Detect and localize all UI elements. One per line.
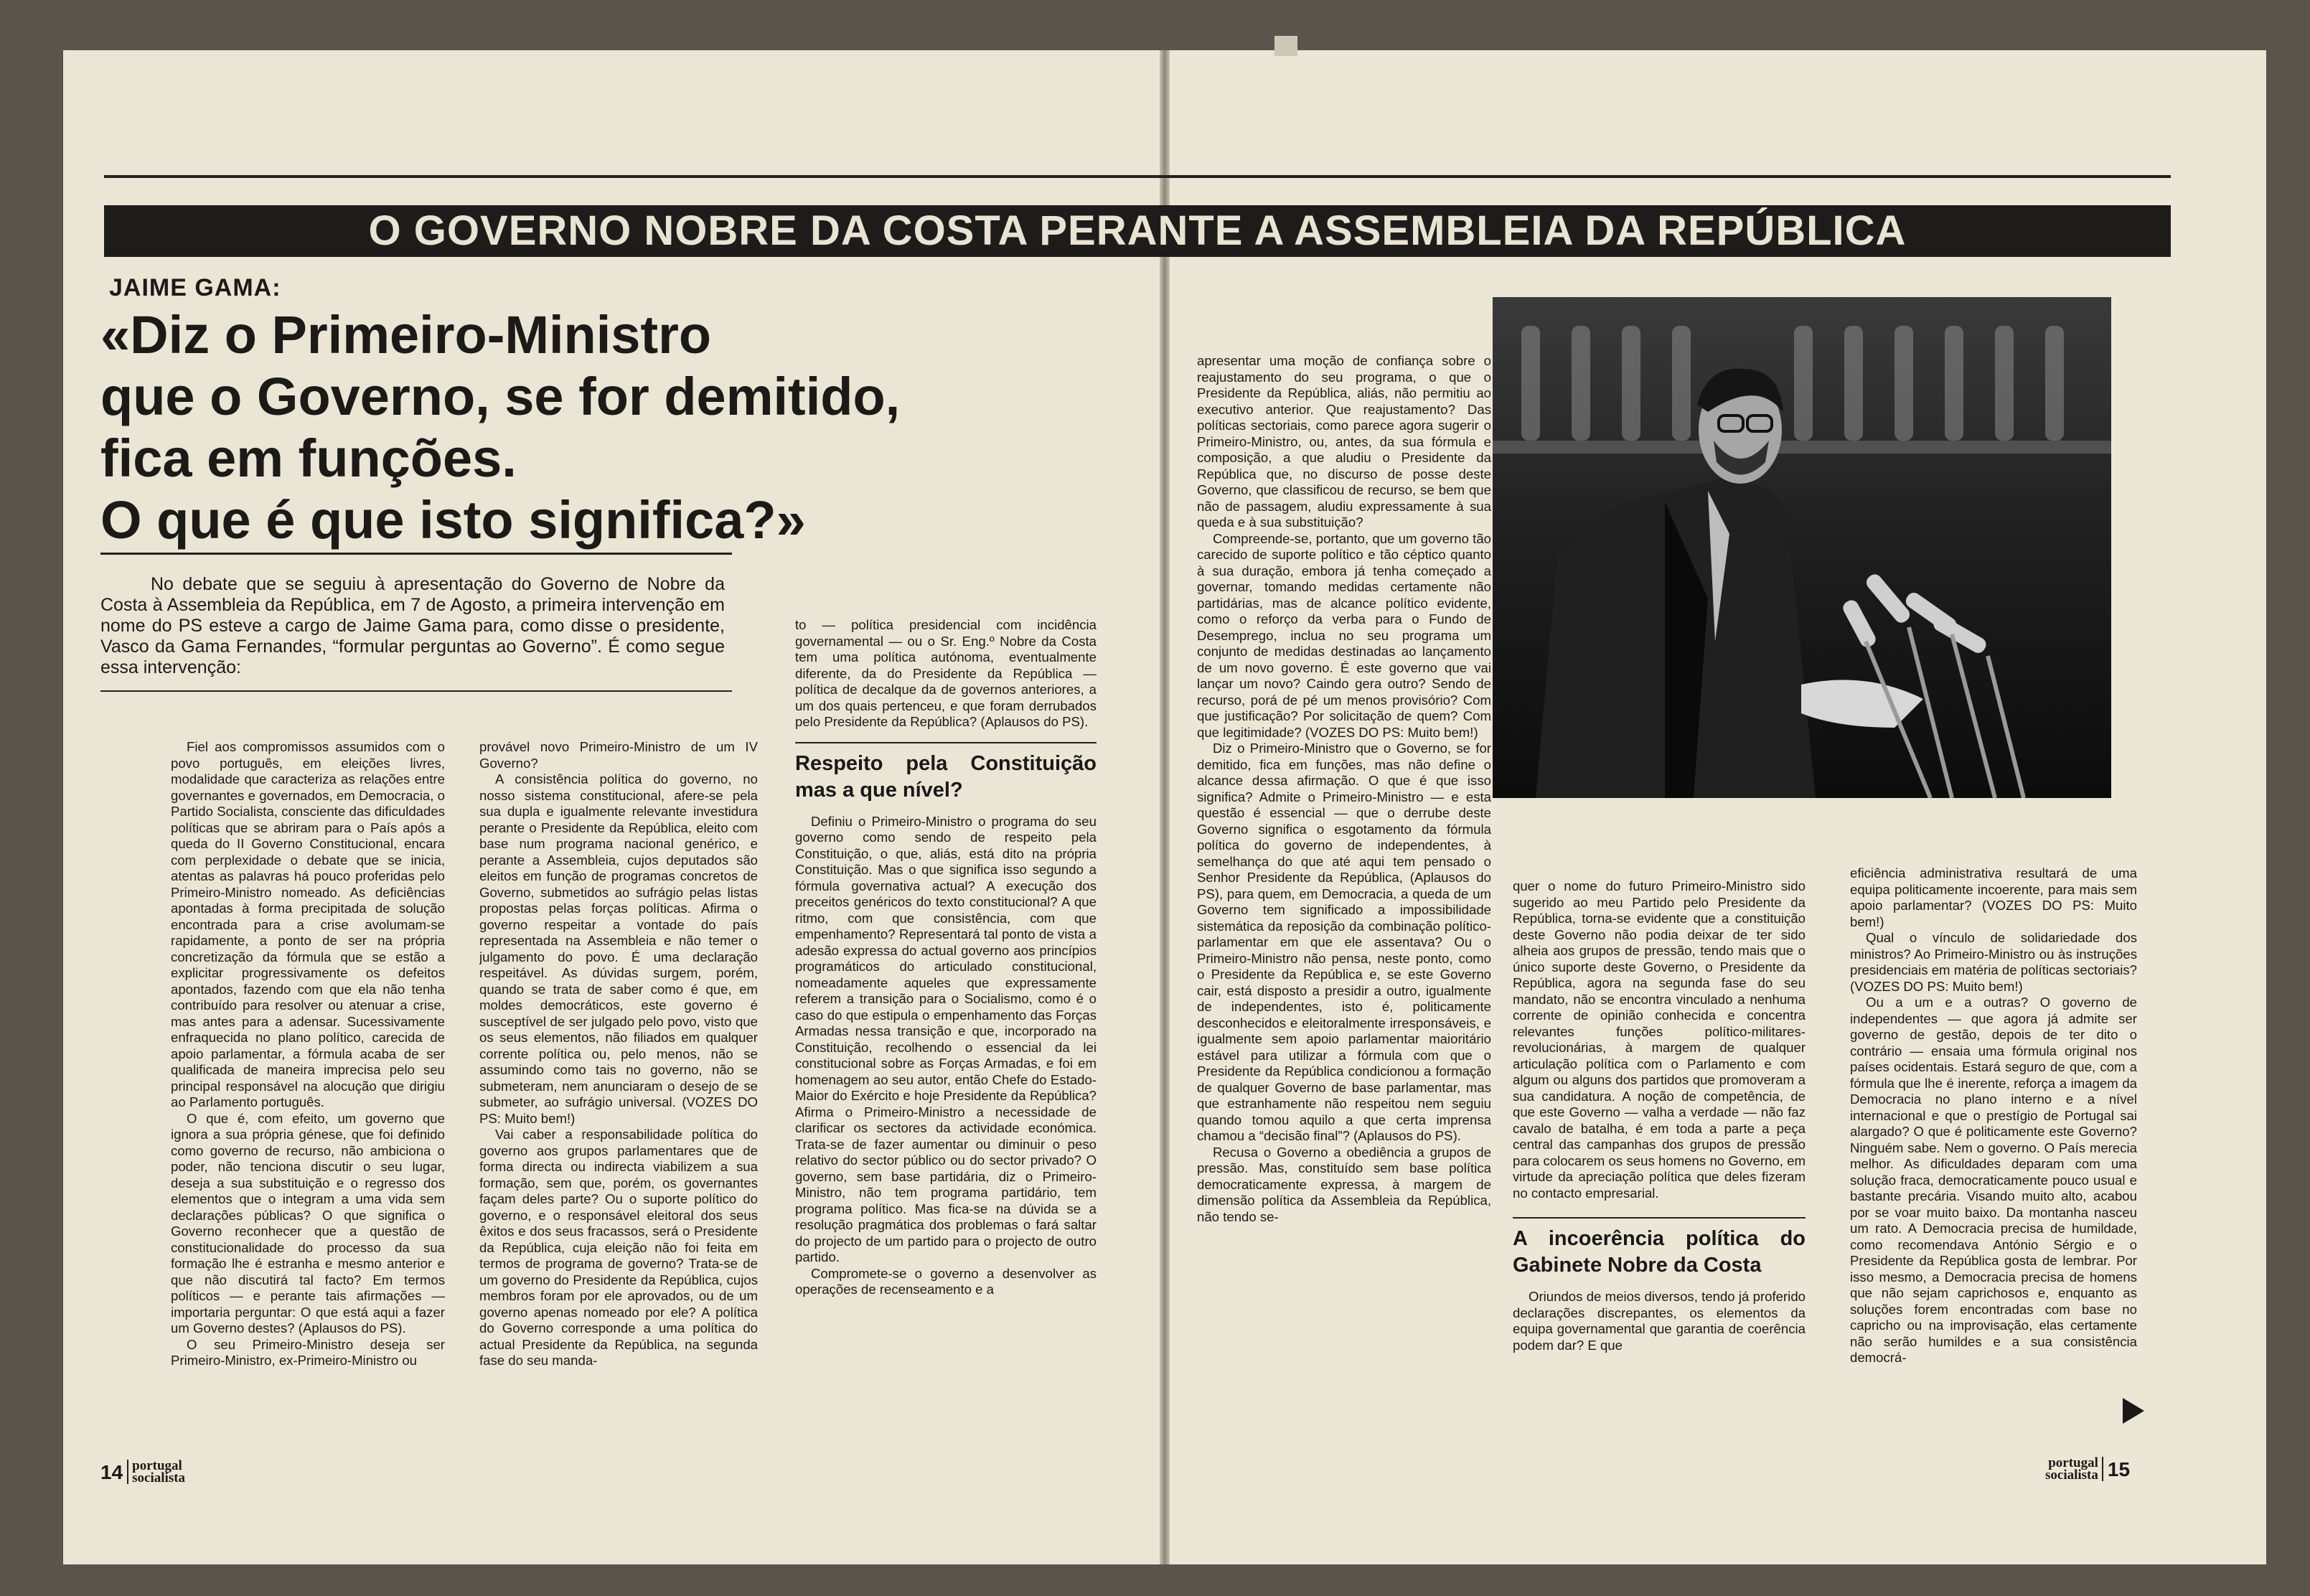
portugal-socialista-logo	[127, 1460, 185, 1484]
divider-rule	[100, 690, 732, 692]
paragraph: A consistência política do governo, no nosso sistema constitucional, afere-se pela sua dupla e igualmente relevante investidura perante o Presidente da República, eleito com base num programa nacional genérico, e perante a Assembleia, cujos deputados são eleitos em função de programas concretos de Governo, submetidos ao sufrágio pelas listas propostas pelas forças políticas. Afirma o governo respeitar a vontade do país representada na Assembleia e não temer o julgamento do povo. É uma declaração respeitável. As dúvidas surgem, porém, quando se trata de saber como é que, em moldes democráticos, este governo é susceptível de ser julgado pelo povo, visto que os seus elementos, não filiados em qualquer corrente política ou, pelo menos, não se assumindo como tais no governo, não se submeteram, nem anunciaram o desejo de se submeter, ao sufrágio universal. (VOZES DO PS: Muito bem!)	[479, 771, 758, 1126]
subhead-rule	[795, 742, 1097, 743]
page-number-right	[2045, 1457, 2130, 1481]
paragraph: Qual o vínculo de solidariedade dos ministros? Ao Primeiro-Ministro ou às instruções presidenciais em matéria de políticas sectoriais? (VOZES DO PS: Muito bem!)	[1850, 930, 2137, 994]
logo-word: portugal	[132, 1458, 182, 1473]
speaker-photo-image	[1493, 297, 2111, 798]
headline-line: que o Governo, se for demitido,	[100, 367, 901, 426]
paragraph: Ou a um e a outras? O governo de independentes — que agora já admite ser governo de gestão, depois de ter dito o contrário — ensaia uma fórmula original nos países ocidentais. Estará seguro de que, com a fórmula que lhe é inerente, reforça a imagem da Democracia no plano interno e a nível internacional e que o prestígio de Portugal sai alargado? O que é politicamente este Governo? Ninguém sabe. Nem o governo. O País merecia melhor. As dificuldades deparam com uma solução fraca, democraticamente pouco usual e bastante precária. Visando muito alto, acabou por se voar muito baixo. Da montanha nasceu um rato. A Democracia precisa de humildade, como recomendava António Sérgio e o Presidente da República gosta de lembrar. Por isso mesmo, a Democracia precisa de homens que não sejam caprichosos e, enquanto as soluções forem encontradas com base no capricho ou na improvisação, elas certamente não serão humildes e a sua consistência democrá-	[1850, 995, 2137, 1365]
subhead-respeito: Respeito pela Constituição mas a que nível?	[795, 751, 1097, 802]
subhead-rule	[1513, 1217, 1806, 1219]
paragraph: Oriundos de meios diversos, tendo já proferido declarações discrepantes, os elementos da equipa governamental que garantia de coerência podem dar? E que	[1513, 1289, 1806, 1353]
logo-word: socialista	[2045, 1468, 2098, 1483]
article-column-4	[1197, 353, 1491, 1516]
paragraph: apresentar uma moção de confiança sobre o reajustamento do seu programa, o que o Presidente da República, aliás, não permitiu ao executivo anterior. Que reajustamento? Das políticas sectoriais, como parece agora sugerir o Primeiro-Ministro, ou, antes, da sua fórmula e composição, a que aludiu o Presidente da República que, no discurso de posse deste Governo, que classificou de recurso, se bem que não de passagem, aludiu expressamente à sua queda e à sua substituição?	[1197, 353, 1491, 530]
tape-mark	[1274, 36, 1297, 56]
paragraph: quer o nome do futuro Primeiro-Ministro sido sugerido ao meu Partido pelo Presidente da República, torna-se evidente que a constituição deste Governo não podia deixar de ter sido alheia aos grupos de pressão, tendo mais que o único suporte deste Governo, o Presidente da República, agora na segunda fase do seu mandato, não se encontra vinculado a nenhuma corrente de opinião conhecida e concentra relevantes funções político-militares-revolucionárias, à margem de qualquer articulação política com o Parlamento e com algum ou alguns dos partidos que promoveram a sua candidatura. A noção de competência, de que este Governo — valha a verdade — não faz cavalo de batalha, é em toda a parte a peça central das campanhas dos grupos de pressão para colocarem os seus homens no Governo, em virtude da apreciação política que deles fizeram no contacto empresarial.	[1513, 878, 1806, 1201]
paragraph: Vai caber a responsabilidade política do governo aos grupos parlamentares que de forma directa ou indirecta viabilizem a sua formação, sem que, porém, os governantes façam deles parte? Ou o suporte político do governo, e o responsável eleitoral dos seus êxitos e dos seus fracassos, será o Presidente da República, cuja eleição não foi feita em termos de programa de governo? Trata-se de um governo do Presidente da República, cujos membros foram por ele aprovados, ou de um governo apenas nomeado por ele? A política do Governo corresponde a uma política do actual Presidente da República, na segunda fase do seu manda-	[479, 1127, 758, 1368]
headline	[100, 304, 1105, 551]
paragraph: Fiel aos compromissos assumidos com o povo português, em eleições livres, modalidade que caracteriza as relações entre governantes e governados, em Democracia, o Partido Socialista, consciente das dificuldades políticas que se abriram para o País após a queda do II Governo Constitucional, encara com perplexidade o debate que se inicia, atentas as palavras há pouco proferidas pelo Primeiro-Ministro nomeado. As deficiências apontadas à forma precipitada de solução encontrada para a crise avolumam-se rapidamente, a ponto de ser na própria concretização da fórmula que se estão a explicitar progressivamente os defeitos apontados, fazendo com que ela não tenha contribuído para resolver ou atenuar a crise, mas antes para a adensar. Sucessivamente enfraquecida no plano político, carecida de apoio parlamentar, a fórmula acaba de ser qualificada de maneira imprecisa pelo seu principal responsável na alocução que dirigiu ao Parlamento português.	[171, 739, 445, 1109]
page-number-left	[100, 1460, 185, 1484]
portugal-socialista-logo	[2045, 1457, 2103, 1481]
paragraph: Diz o Primeiro-Ministro que o Governo, se for demitido, fica em funções, mas não define o alcance dessa afirmação. O que é que isso significa? Admite o Primeiro-Ministro — e esta questão é essencial — que o derrube deste Governo significa o esgotamento da fórmula política do governo de independentes, à semelhança do que até aqui tem pensado o Senhor Presidente da República, (Aplausos do PS), para quem, em Democracia, a queda de um Governo tem significado a impossibilidade sistemática da reposição da combinação político-parlamentar em que ele assentava? Ou o Primeiro-Ministro não pensa, neste ponto, como o Presidente da República e, se este Governo cair, está disposto a presidir a outro, igualmente de independentes, isto é, politicamente desconhecidos e eleitoralmente irresponsáveis, e igualmente sem apoio parlamentar maioritário estável para utilizar a fórmula com que o Presidente da República condicionou a formação de qualquer Governo de base parlamentar, mas que estranhamente não respeitou nem seguiu quando tomou aquilo a que certa imprensa chamou a “decisão final”? (Aplausos do PS).	[1197, 741, 1491, 1143]
headline-line: «Diz o Primeiro-Ministro	[100, 305, 712, 365]
paragraph: Recusa o Governo a obediência a grupos de pressão. Mas, constituído sem base política democraticamente expressa, à margem de dimensão política da Assembleia da República, não tendo se-	[1197, 1144, 1491, 1224]
paragraph: provável novo Primeiro-Ministro de um IV Governo?	[479, 739, 758, 771]
article-column-1	[171, 739, 445, 1457]
subhead-incoerencia: A incoerência política do Gabinete Nobre da Costa	[1513, 1227, 1806, 1277]
gutter-fold	[1160, 50, 1170, 1564]
divider-rule	[100, 553, 732, 555]
paragraph: to — política presidencial com incidência governamental — ou o Sr. Eng.º Nobre da Costa tem uma política autónoma, eventualmente diferente, da do Presidente da República — política de decalque da de governos anteriores, a um dos quais pertenceu, e que foram derrubados pelo Presidente da República? (Aplausos do PS).	[795, 617, 1097, 729]
banner-title: O GOVERNO NOBRE DA COSTA PERANTE A ASSEMBLEIA DA REPÚBLICA	[104, 205, 2171, 257]
headline-line: O que é que isto significa?»	[100, 490, 806, 550]
paragraph: Compromete-se o governo a desenvolver as operações de recenseamento e a	[795, 1265, 1097, 1297]
logo-word: portugal	[2048, 1455, 2098, 1470]
byline: JAIME GAMA:	[109, 274, 281, 301]
paragraph: Compreende-se, portanto, que um governo tão carecido de suporte político e tão céptico quanto à sua duração, embora já tenha começado a governar, tomando medidas certamente não partidárias, mas de alcance político evidente, como o reforço da verba para o Fundo de Desemprego, inclua no seu programa um conjunto de medidas destinadas ao lançamento de um novo governo. É este governo que vai lançar um novo? Caindo gera outro? Sendo de recurso, porá de pé um menos provisório? Com que justificação? Por solicitação de quem? Com que legitimidade? (VOZES DO PS: Muito bem!)	[1197, 530, 1491, 740]
paragraph: eficiência administrativa resultará de uma equipa politicamente incoerente, para mais sem apoio parlamentar? (VOZES DO PS: Muito bem!)	[1850, 865, 2137, 929]
logo-word: socialista	[132, 1470, 186, 1485]
article-column-5	[1513, 878, 1806, 1496]
continue-arrow-icon	[2123, 1398, 2144, 1424]
paragraph: O seu Primeiro-Ministro deseja ser Primeiro-Ministro, ex-Primeiro-Ministro ou	[171, 1336, 445, 1368]
page-number: 15	[2107, 1458, 2131, 1480]
speaker-photo	[1493, 297, 2111, 798]
paragraph: Definiu o Primeiro-Ministro o programa do seu governo como sendo de respeito pela Constituição, o que, aliás, está dito na própria Constituição. Mas o que significa isso segundo a fórmula governativa actual? A execução dos preceitos genéricos do texto constitucional? A que ritmo, com que consistência, com que empenhamento? Representará tal ponto de vista a adesão expressa do actual governo aos princípios programáticos do articulado constitucional, nomeadamente aqueles que expressamente referem a transição para o Socialismo, como é o caso do que estipula o empenhamento das Forças Armadas nessa transição e que, incorporado na Constituição, recolhendo o essencial da lei constitucional sobre as Forças Armadas, e foi em homenagem ao seu autor, então Chefe do Estado-Maior do Exército e hoje Presidente da República? Afirma o Primeiro-Ministro a necessidade de clarificar os sectores da actividade económica. Trata-se de fazer aumentar ou diminuir o peso relativo do sector público ou do sector privado? O governo, sem base partidária, diz o Primeiro-Ministro, não tem programa partidário, tem programa político. Mas fica-se na dúvida se a resolução pragmática dos problemas o fará saltar do projecto de um partido para o projecto de outro partido.	[795, 813, 1097, 1264]
page-number: 14	[100, 1461, 123, 1483]
article-column-6	[1850, 865, 2137, 1483]
headline-line: fica em funções.	[100, 428, 517, 488]
paragraph: O que é, com efeito, um governo que ignora a sua própria génese, que foi definido como governo de recurso, não ambiciona o poder, não tenciona discutir o seu lugar, deseja a sua substituição e o regresso dos elementos que o integram a uma vida sem declarações públicas? O que significa o Governo reconhecer que a questão de constitucionalidade do processo da sua formação lhe é estranha e mesmo anterior e que não discutirá tal facto? Em termos políticos — e perante tais afirmações — importaria perguntar: O que está aqui a fazer um Governo destes? (Aplausos do PS).	[171, 1110, 445, 1336]
article-column-3	[795, 617, 1097, 1507]
top-rule	[104, 175, 2171, 178]
lead-paragraph: No debate que se seguiu à apresentação do Governo de Nobre da Costa à Assembleia da República, em 7 de Agosto, a primeira intervenção em nome do PS esteve a cargo de Jaime Gama para, como disse o presidente, Vasco da Gama Fernandes, “formular perguntas ao Governo”. É como segue essa intervenção:	[100, 574, 725, 677]
article-column-2	[479, 739, 758, 1457]
